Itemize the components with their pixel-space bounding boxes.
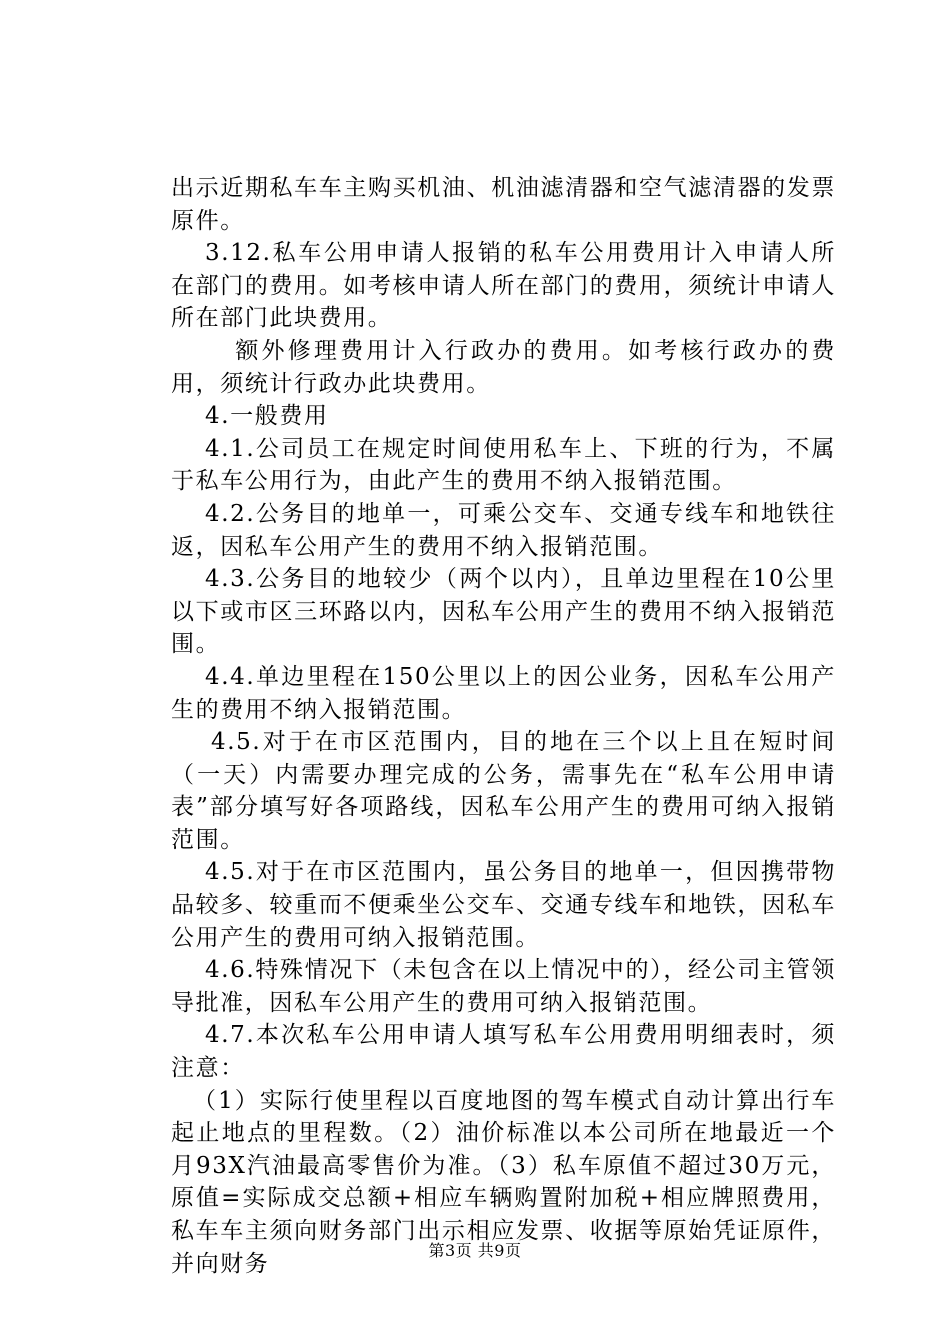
paragraph: 3.12.私车公用申请人报销的私车公用费用计入申请人所在部门的费用。如考核申请人所在部门的费用，须统计申请人所在部门此块费用。 xyxy=(171,240,836,332)
paragraph: 4.一般费用 xyxy=(205,403,329,430)
page-footer: 第3页 共9页 xyxy=(428,1241,522,1260)
paragraph: （1）实际行使里程以百度地图的驾车模式自动计算出行车起止地点的里程数。（2）油价标准以本公司所在地最近一个月93X汽油最高零售价为准。（3）私车原值不超过30万元，原值=实际成交总额+相应车辆购置附加税+相应牌照费用，私车车主须向财务部门出示相应发票、收据等原始凭证原件，并向财务 xyxy=(171,1087,836,1277)
paragraph: 4.5.对于在市区范围内，虽公务目的地单一，但因携带物品较多、较重而不便乘坐公交车、交通专线车和地铁，因私车公用产生的费用可纳入报销范围。 xyxy=(171,859,836,951)
paragraph: 4.2.公务目的地单一，可乘公交车、交通专线车和地铁往返，因私车公用产生的费用不纳入报销范围。 xyxy=(171,500,836,560)
paragraph: 4.5.对于在市区范围内，目的地在三个以上且在短时间（一天）内需要办理完成的公务，需事先在“私车公用申请表”部分填写好各项路线，因私车公用产生的费用可纳入报销范围。 xyxy=(171,729,836,853)
paragraph: 出示近期私车车主购买机油、机油滤清器和空气滤清器的发票原件。 xyxy=(171,175,836,234)
paragraph: 4.3.公务目的地较少（两个以内），且单边里程在10公里以下或市区三环路以内，因私车公用产生的费用不纳入报销范围。 xyxy=(171,566,836,658)
paragraph: 4.1.公司员工在规定时间使用私车上、下班的行为，不属于私车公用行为，由此产生的费用不纳入报销范围。 xyxy=(171,435,836,495)
paragraph: 4.4.单边里程在150公里以上的因公业务，因私车公用产生的费用不纳入报销范围。 xyxy=(171,663,836,723)
document-body xyxy=(171,172,836,1280)
paragraph: 额外修理费用计入行政办的费用。如考核行政办的费用，须统计行政办此块费用。 xyxy=(171,337,836,397)
paragraph: 4.6.特殊情况下（未包含在以上情况中的），经公司主管领导批准，因私车公用产生的费用可纳入报销范围。 xyxy=(171,957,836,1016)
paragraph: 4.7.本次私车公用申请人填写私车公用费用明细表时，须注意： xyxy=(171,1022,836,1082)
